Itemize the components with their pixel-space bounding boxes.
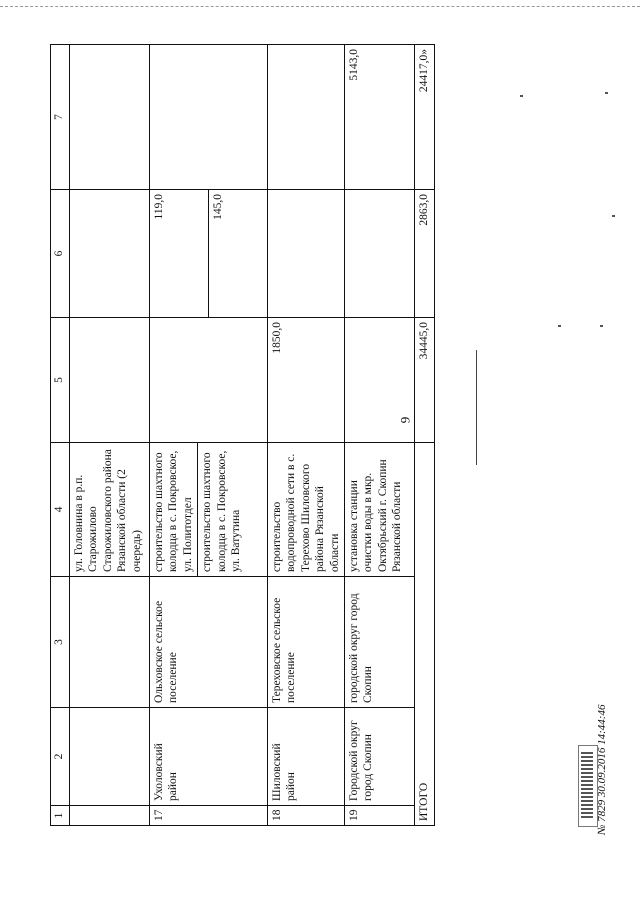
settlement-cell: Тереховское сельское поселение (268, 577, 345, 708)
value-cell: 5143,0 (344, 45, 414, 190)
header-cell: 3 (51, 577, 70, 708)
value-cell (268, 190, 345, 318)
value-cell (70, 190, 150, 318)
value-cell (70, 45, 150, 190)
total-row (414, 45, 434, 826)
object-cell (150, 443, 268, 577)
total-value: 2863,0 (414, 190, 434, 318)
table-row (268, 45, 345, 826)
page-number: 9 (397, 416, 413, 424)
row-number-cell: 19 (344, 806, 414, 826)
row-number-cell: 17 (150, 806, 268, 826)
header-cell: 5 (51, 318, 70, 443)
total-label: ИТОГО (414, 443, 434, 826)
scan-speck (600, 325, 603, 327)
scan-speck (605, 92, 608, 94)
district-cell: Ухоловский район (150, 708, 268, 806)
row-number-cell: 18 (268, 806, 345, 826)
value-cell (150, 190, 268, 318)
value-cell (344, 318, 414, 443)
object-cell: установка станции очистки воды в мкр. Октябрьский г. Скопин Рязанской области (344, 443, 414, 577)
object-item: строительство шахтного колодца в с. Покровское, ул. Политотдел (153, 450, 194, 572)
value-cell (150, 45, 268, 190)
settlement-cell: Ольховское сельское поселение (150, 577, 268, 708)
header-cell: 1 (51, 806, 70, 826)
header-cell: 6 (51, 190, 70, 318)
value-cell (150, 318, 268, 443)
value-cell (344, 190, 414, 318)
district-cell: Шиловский район (268, 708, 345, 806)
scan-speck (612, 215, 615, 217)
signature-line (476, 350, 477, 465)
header-row (51, 45, 70, 826)
total-value: 34445,0 (414, 318, 434, 443)
settlement-cell (70, 577, 150, 708)
value-cell (268, 45, 345, 190)
district-cell: Городской округ город Скопин (344, 708, 414, 806)
table-row (150, 45, 268, 826)
scan-edge-line (0, 6, 640, 7)
registry-stamp-logo (578, 745, 598, 827)
value-item: 145,0 (208, 190, 227, 317)
header-cell: 4 (51, 443, 70, 577)
value-item: 119,0 (153, 194, 166, 220)
object-cell: ул. Головнина в р.п. Старожилово Старожиловского района Рязанской области (2 очередь) (70, 443, 150, 577)
table-row (344, 45, 414, 826)
budget-table-container (50, 45, 435, 826)
table-row (70, 45, 150, 826)
district-cell (70, 708, 150, 806)
settlement-cell: городской округ город Скопин (344, 577, 414, 708)
object-cell: строительство водопроводной сети в с. Терехово Шиловского района Рязанской области (268, 443, 345, 577)
scan-speck (520, 95, 523, 97)
scan-speck (558, 325, 561, 327)
total-value: 24417,0» (414, 45, 434, 190)
header-cell: 2 (51, 708, 70, 806)
row-number-cell (70, 806, 150, 826)
budget-table (50, 44, 435, 826)
registration-stamp-text: № 7829 30.09.2016 14:44:46 (596, 704, 608, 835)
object-item: строительство шахтного колодца в с. Покровское, ул. Ватутина (197, 443, 245, 576)
value-cell (70, 318, 150, 443)
header-cell: 7 (51, 45, 70, 190)
value-cell: 1850,0 (268, 318, 345, 443)
